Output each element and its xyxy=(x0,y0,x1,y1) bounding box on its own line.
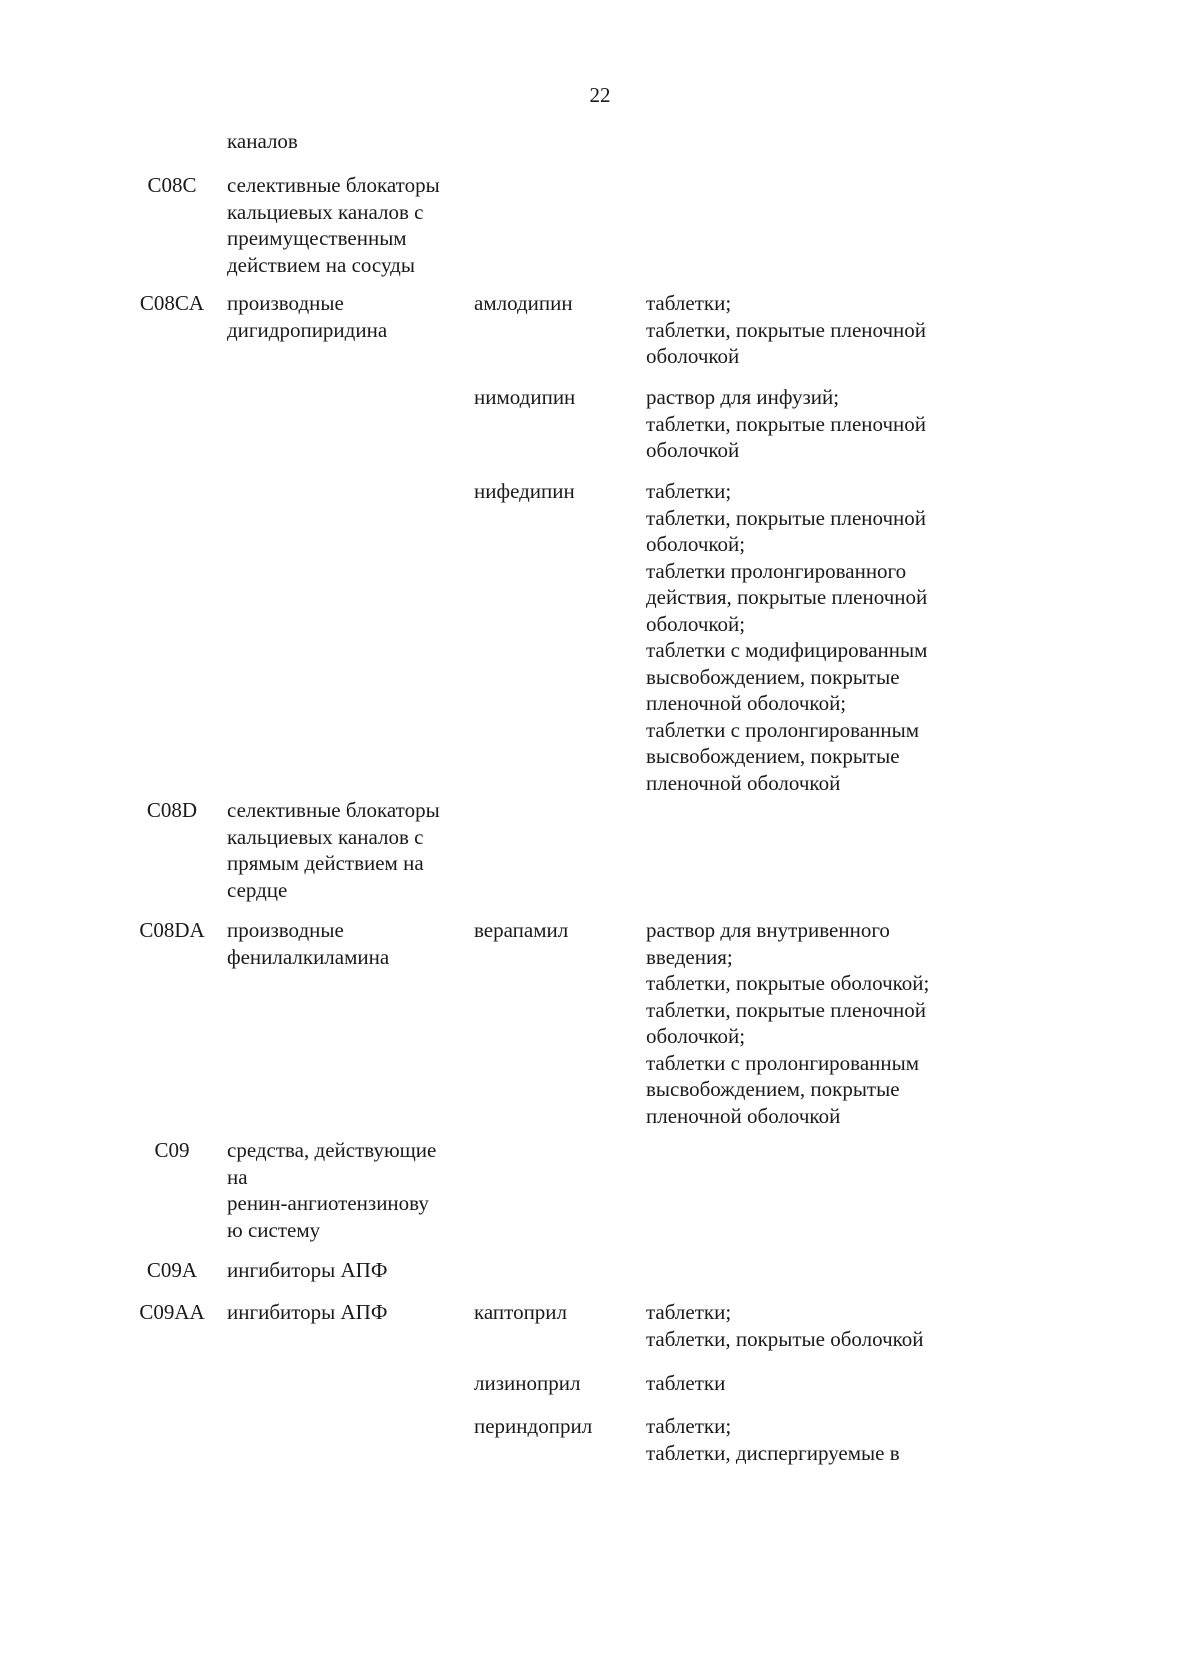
pharmacological-group xyxy=(227,917,477,970)
pharmacological-group-line: производные xyxy=(227,291,344,315)
pharmacological-group xyxy=(227,1299,477,1326)
pharmacological-group-line: ингибиторы АПФ xyxy=(227,1300,388,1324)
pharmacological-group-line: фенилалкиламина xyxy=(227,944,390,969)
pharmacological-group-line: прямым действием на xyxy=(227,851,424,875)
dosage-forms-line: таблетки; xyxy=(646,1414,732,1438)
dosage-forms-line: оболочкой xyxy=(646,438,740,462)
dosage-forms xyxy=(646,478,976,796)
atc-code: C09AA xyxy=(139,1300,205,1324)
pharmacological-group xyxy=(227,1137,477,1243)
dosage-forms-line: оболочкой; xyxy=(646,532,746,556)
pharmacological-group-line: ренин-ангиотензинову xyxy=(227,1191,429,1215)
pharmacological-group-line: средства, действующие xyxy=(227,1138,437,1162)
dosage-forms-line: пленочной оболочкой; xyxy=(646,691,847,715)
pharmacological-group-line: действием на сосуды xyxy=(227,252,415,277)
dosage-forms-line: таблетки; xyxy=(646,479,732,503)
pharmacological-group-line: каналов xyxy=(227,129,298,153)
dosage-forms xyxy=(646,290,976,370)
pharmacological-group-line: ингибиторы АПФ xyxy=(227,1258,388,1282)
dosage-forms-line: таблетки с пролонгированным xyxy=(646,1050,920,1075)
dosage-forms-line: таблетки, диспергируемые в xyxy=(646,1440,900,1465)
pharmacological-group xyxy=(227,1257,477,1284)
dosage-forms xyxy=(646,917,976,1129)
atc-code: C09A xyxy=(146,1258,198,1282)
pharmacological-group-line: ю систему xyxy=(227,1217,321,1242)
pharmacological-group xyxy=(227,797,477,903)
pharmacological-group xyxy=(227,128,477,155)
dosage-forms-line: оболочкой xyxy=(646,344,740,368)
drug-name: амлодипин xyxy=(474,291,573,315)
atc-code: C09 xyxy=(154,1138,190,1162)
pharmacological-group-line: сердце xyxy=(227,877,288,902)
atc-code: C08CA xyxy=(139,291,205,315)
dosage-forms xyxy=(646,1413,976,1466)
drug-name: верапамил xyxy=(474,918,569,942)
dosage-forms-line: таблетки с модифицированным xyxy=(646,638,928,662)
dosage-forms-line: таблетки; xyxy=(646,291,732,315)
drug-name: каптоприл xyxy=(474,1300,568,1324)
dosage-forms xyxy=(646,1370,976,1397)
pharmacological-group-line: селективные блокаторы xyxy=(227,798,440,822)
dosage-forms-line: действия, покрытые пленочной xyxy=(646,585,928,609)
atc-code: C08D xyxy=(146,798,198,822)
dosage-forms-line: таблетки, покрытые пленочной xyxy=(646,411,927,436)
drug-name: лизиноприл xyxy=(474,1371,581,1395)
dosage-forms-line: таблетки, покрытые оболочкой; xyxy=(646,971,930,995)
atc-code: C08C xyxy=(147,173,197,197)
pharmacological-group xyxy=(227,290,477,343)
pharmacological-group xyxy=(227,172,477,278)
dosage-forms-line: таблетки пролонгированного xyxy=(646,558,907,583)
dosage-forms-line: таблетки, покрытые пленочной xyxy=(646,317,927,342)
dosage-forms-line: пленочной оболочкой xyxy=(646,1103,841,1128)
dosage-forms-line: высвобождением, покрытые xyxy=(646,1077,900,1101)
pharmacological-group-line: производные xyxy=(227,918,344,942)
dosage-forms-line: введения; xyxy=(646,944,733,969)
pharmacological-group-line: кальциевых каналов с xyxy=(227,824,424,849)
dosage-forms-line: таблетки с пролонгированным xyxy=(646,717,920,742)
dosage-forms-line: оболочкой; xyxy=(646,1024,746,1048)
dosage-forms xyxy=(646,384,976,464)
pharmacological-group-line: кальциевых каналов с xyxy=(227,199,424,224)
dosage-forms-line: таблетки xyxy=(646,1371,726,1395)
page-number: 22 xyxy=(589,83,611,107)
dosage-forms-line: высвобождением, покрытые xyxy=(646,744,900,768)
drug-name: периндоприл xyxy=(474,1414,593,1438)
dosage-forms-line: таблетки, покрытые пленочной xyxy=(646,505,927,530)
dosage-forms-line: таблетки, покрытые пленочной xyxy=(646,997,927,1022)
pharmacological-group-line: селективные блокаторы xyxy=(227,173,440,197)
dosage-forms-line: таблетки, покрытые оболочкой xyxy=(646,1326,924,1351)
pharmacological-group-line: дигидропиридина xyxy=(227,317,388,342)
atc-code: C08DA xyxy=(139,918,205,942)
dosage-forms-line: раствор для внутривенного xyxy=(646,918,890,942)
pharmacological-group-line: на xyxy=(227,1164,248,1189)
pharmacological-group-line: преимущественным xyxy=(227,226,407,250)
dosage-forms xyxy=(646,1299,976,1352)
dosage-forms-line: пленочной оболочкой xyxy=(646,770,841,795)
drug-name: нифедипин xyxy=(474,479,575,503)
drug-name: нимодипин xyxy=(474,385,576,409)
dosage-forms-line: оболочкой; xyxy=(646,611,746,636)
dosage-forms-line: таблетки; xyxy=(646,1300,732,1324)
dosage-forms-line: раствор для инфузий; xyxy=(646,385,840,409)
dosage-forms-line: высвобождением, покрытые xyxy=(646,664,900,689)
